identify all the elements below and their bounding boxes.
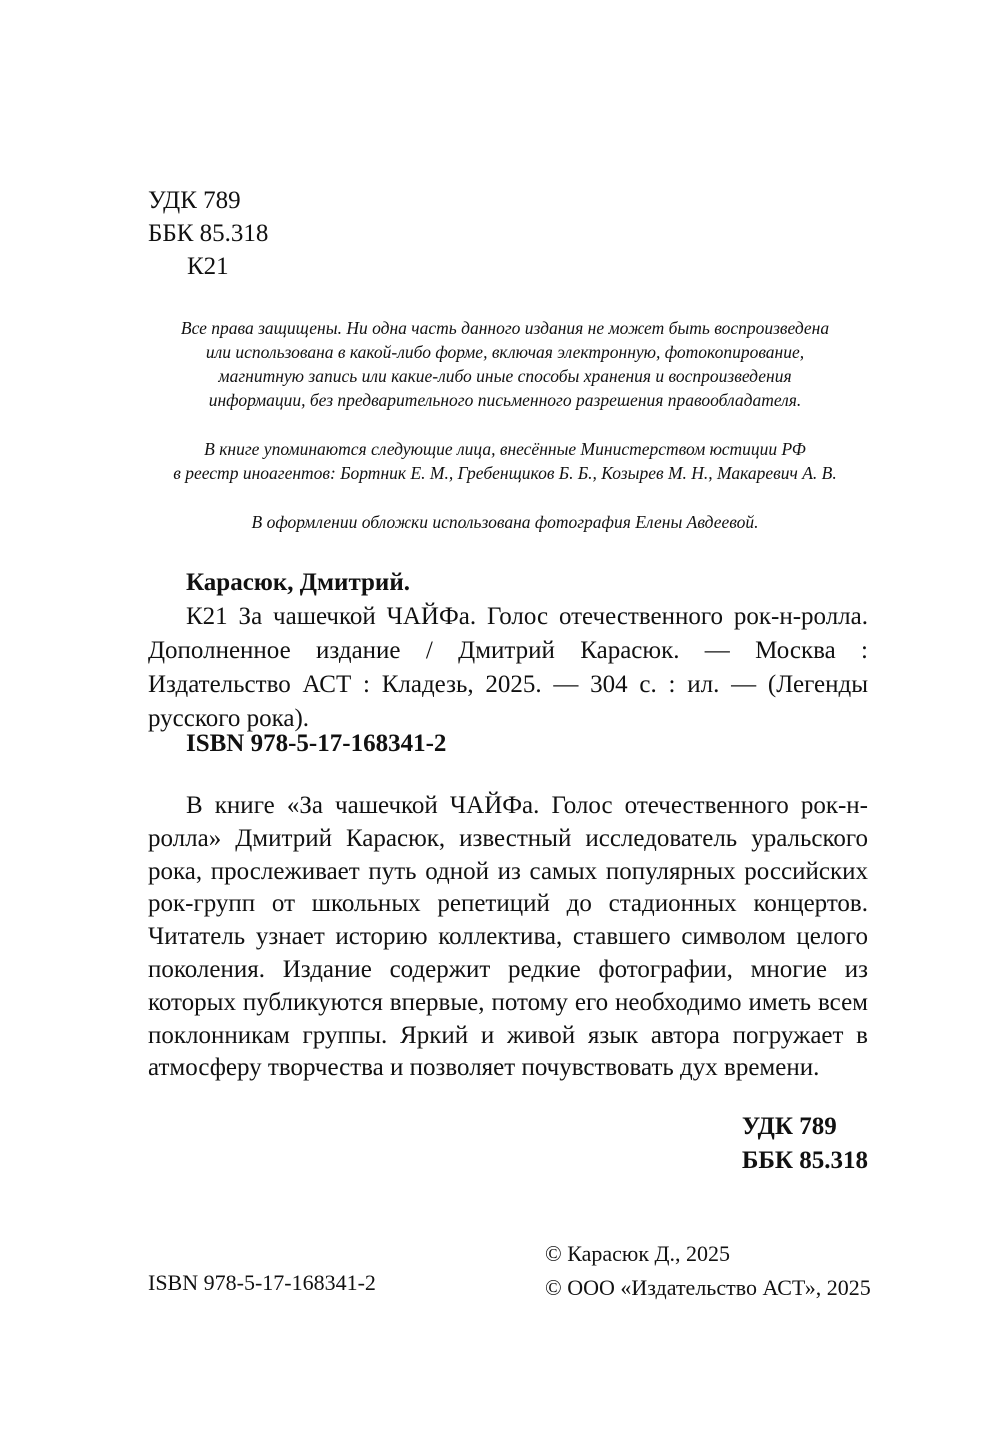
agents-line: В книге упоминаются следующие лица, внесённые Министерством юстиции РФ [204,439,806,459]
agents-line: в реестр иноагентов: Бортник Е. М., Гребенщиков Б. Б., Козырев М. Н., Макаревич А. В. [173,463,837,483]
author-sign: К21 [187,253,229,280]
bibliographic-entry: К21 За чашечкой ЧАЙФа. Голос отечественного рок-н-ролла. Дополненное издание / Дмитрий Карасюк. — Москва : Издательство АСТ : Кладезь, 2025. — 304 с. : ил. — (Легенды русского рока). [148,603,868,732]
foreign-agents-notice [140,437,870,485]
cover-photo-credit: В оформлении обложки использована фотография Елены Авдеевой. [251,512,759,532]
classification-bold-block [742,1110,868,1178]
author-heading: Карасюк, Дмитрий. [186,569,410,596]
rights-line: или использована в какой-либо форме, включая электронную, фотокопирование, [205,342,805,362]
bbk-code-bold: ББК 85.318 [741,1147,868,1174]
copyright-block [545,1237,871,1305]
bbk-code: ББК 85.318 [148,220,269,247]
rights-line: Все права защищены. Ни одна часть данного издания не может быть воспроизведена [180,318,830,338]
rights-line: информации, без предварительного письменного разрешения правообладателя. [208,390,802,410]
isbn-footer: ISBN 978-5-17-168341-2 [148,1270,376,1295]
udk-code-bold: УДК 789 [741,1113,837,1140]
udk-code: УДК 789 [148,187,241,214]
copyright-author: © Карасюк Д., 2025 [545,1241,731,1266]
rights-notice [140,316,870,412]
copyright-publisher: © ООО «Издательство АСТ», 2025 [545,1275,871,1300]
book-annotation: В книге «За чашечкой ЧАЙФа. Голос отечественного рок-н-ролла» Дмитрий Карасюк, известный исследователь уральского рока, прослеживает путь одной из самых популярных российских рок-групп от школьных репетиций до стадионных концертов. Читатель узнает историю коллектива, ставшего символом целого поколения. Издание содержит редкие фотографии, многие из которых публикуются впервые, потому его необходимо иметь всем поклонникам группы. Яркий и живой язык автора погружает в атмосферу творчества и позволяет почувствовать дух времени. [148,792,868,1082]
rights-line: магнитную запись или какие-либо иные способы хранения и воспроизведения [218,366,792,386]
bibliographic-record [148,566,868,736]
isbn-main: ISBN 978-5-17-168341-2 [186,730,447,757]
classification-block [148,184,268,283]
